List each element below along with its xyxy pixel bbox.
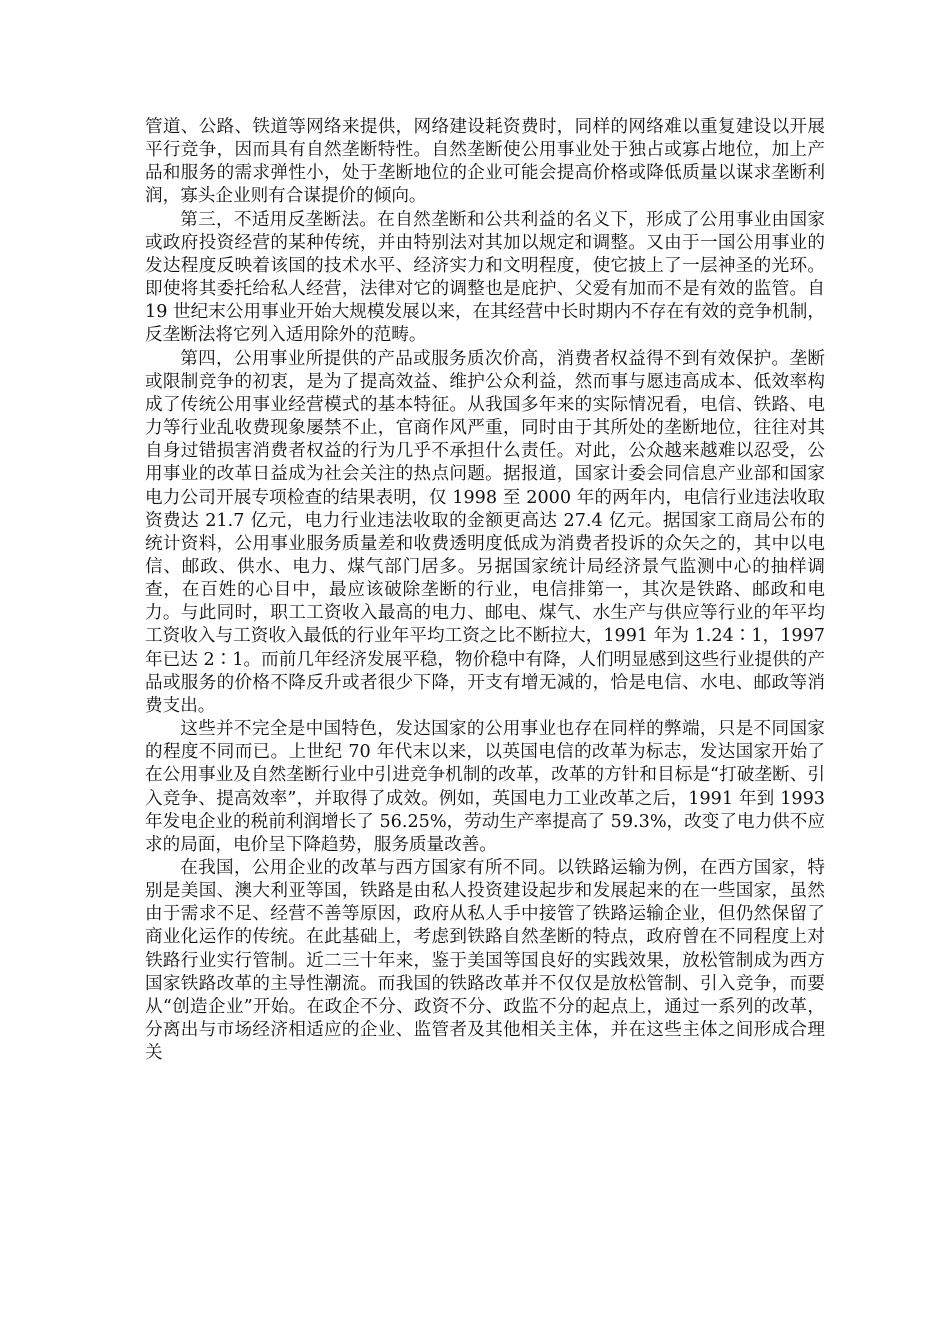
paragraph-fourth-point: 第四，公用事业所提供的产品或服务质次价高，消费者权益得不到有效保护。垄断或限制竞争的初衷，是为了提高效益、维护公众利益，然而事与愿违高成本、低效率构成了传统公用事业经营模式的基本特征。从我国多年来的实际情况看，电信、铁路、电力等行业乱收费现象屡禁不止，官商作风严重，同时由于其所处的垄断地位，往往对其自身过错损害消费者权益的行为几乎不承担什么责任。对此，公众越来越难以忍受，公用事业的改革日益成为社会关注的热点问题。据报道，国家计委会同信息产业部和国家电力公司开展专项检查的结果表明，仅 1998 至 2000 年的两年内，电信行业违法收取资费达 21.7 亿元，电力行业违法收取的金额更高达 27.4 亿元。据国家工商局公布的统计资料，公用事业服务质量差和收费透明度低成为消费者投诉的众矢之的，其中以电信、邮政、供水、电力、煤气部门居多。另据国家统计局经济景气监测中心的抽样调查，在百姓的心目中，最应该破除垄断的行业，电信排第一，其次是铁路、邮政和电力。与此同时，职工工资收入最高的电力、邮电、煤气、水生产与供应等行业的年平均工资收入与工资收入最低的行业年平均工资之比不断拉大，1991 年为 1.24∶1，1997 年已达 2∶1。而前几年经济发展平稳，物价稳中有降，人们明显感到这些行业提供的产品或服务的价格不降反升或者很少下降，开支有增无减的，恰是电信、水电、邮政等消费支出。 [145,348,825,716]
paragraph-developed-countries: 这些并不完全是中国特色，发达国家的公用事业也存在同样的弊端，只是不同国家的程度不同而已。上世纪 70 年代末以来，以英国电信的改革为标志，发达国家开始了在公用事业及自然垄断行业中引进竞争机制的改革，改革的方针和目标是“打破垄断、引入竞争、提高效率”，并取得了成效。例如，英国电力工业改革之后，1991 年到 1993 年发电企业的税前利润增长了 56.25%，劳动生产率提高了 59.3%，改变了电力供不应求的局面，电价呈下降趋势，服务质量改善。 [145,719,825,855]
paragraph-third-point: 第三，不适用反垄断法。在自然垄断和公共利益的名义下，形成了公用事业由国家或政府投资经营的某种传统，并由特别法对其加以规定和调整。又由于一国公用事业的发达程度反映着该国的技术水平、经济实力和文明程度，使它披上了一层神圣的光环。即使将其委托给私人经营，法律对它的调整也是庇护、父爱有加而不是有效的监管。自 19 世纪末公用事业开始大规模发展以来，在其经营中长时期内不存在有效的竞争机制，反垄断法将它列入适用除外的范畴。 [145,209,825,346]
paragraph-continuation: 管道、公路、铁道等网络来提供，网络建设耗资费时，同样的网络难以重复建设以开展平行竞争，因而具有自然垄断特性。自然垄断使公用事业处于独占或寡占地位，加上产品和服务的需求弹性小，处于垄断地位的企业可能会提高价格或降低质量以谋求垄断利润，寡头企业则有合谋提价的倾向。 [145,117,825,207]
paragraph-china-reform: 在我国，公用企业的改革与西方国家有所不同。以铁路运输为例，在西方国家，特别是美国、澳大利亚等国，铁路是由私人投资建设起步和发展起来的在一些国家，虽然由于需求不足、经营不善等原因，政府从私人手中接管了铁路运输企业，但仍然保留了商业化运作的传统。在此基础上，考虑到铁路自然垄断的特点，政府曾在不同程度上对铁路行业实行管制。近二三十年来，鉴于美国等国良好的实践效果，放松管制成为西方国家铁路改革的主导性潮流。而我国的铁路改革并不仅仅是放松管制、引入竞争，而要从“创造企业”开始。在政企不分、政资不分、政监不分的起点上，通过一系列的改革，分离出与市场经济相适应的企业、监管者及其他相关主体，并在这些主体之间形成合理关 [145,858,825,1064]
document-body [145,116,825,1065]
